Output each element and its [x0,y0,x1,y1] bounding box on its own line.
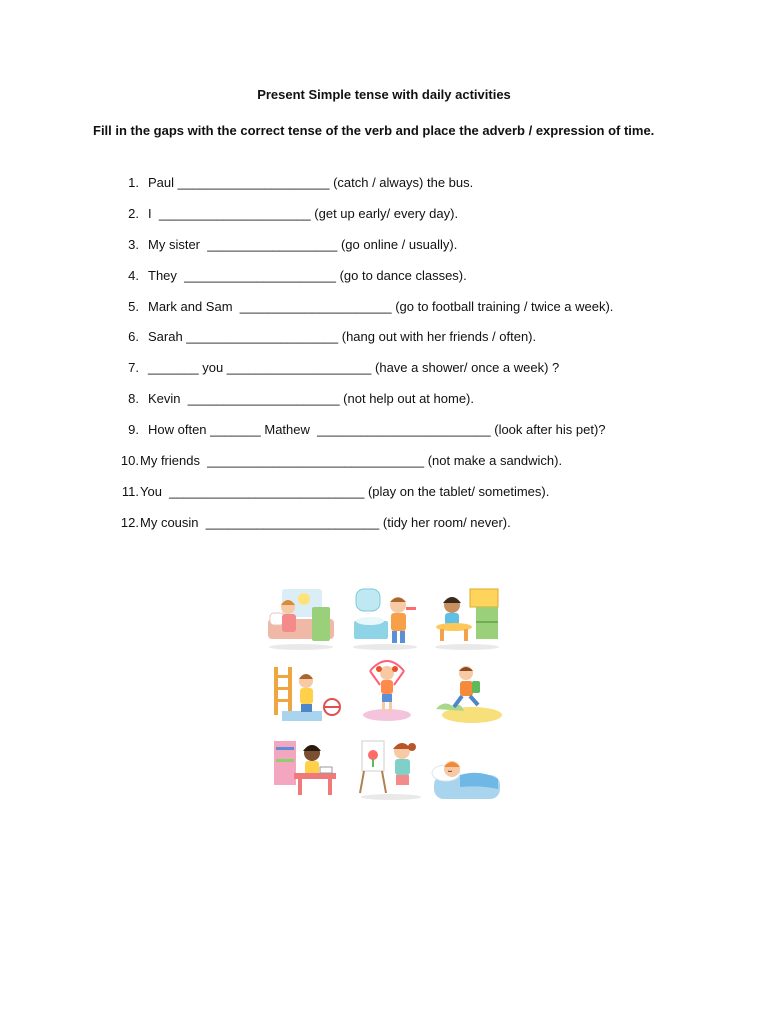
exercise-number: 2. [128,205,139,221]
exercise-number: 5. [128,298,139,314]
exercise-item [108,299,708,330]
kid-exercising-with-ball-illustration [270,663,344,729]
exercise-text: My sister __________________ (go online / usually). [148,236,458,252]
exercise-item [108,515,708,546]
exercise-item [108,329,708,360]
exercise-number: 8. [128,391,139,407]
kid-doing-homework-illustration [270,737,344,803]
boy-running-to-school-illustration [432,661,506,727]
girl-jumping-rope-illustration [350,657,424,723]
exercise-number: 4. [128,267,139,283]
exercise-number: 11. [121,483,139,499]
exercise-item [108,360,708,391]
exercise-text: My cousin ________________________ (tidy her room/ never). [140,514,511,530]
exercise-text: How often _______ Mathew ________________________ (look after his pet)? [148,422,606,438]
exercise-text: Kevin _____________________ (not help out at home). [148,391,474,407]
exercise-text: My friends ______________________________ (not make a sandwich). [140,453,563,469]
kid-sleeping-illustration [430,745,504,811]
kid-waking-up-in-bed-illustration [264,585,338,651]
exercise-text: I _____________________ (get up early/ every day). [148,205,459,221]
exercise-item [108,453,708,484]
exercise-item [108,391,708,422]
kid-brushing-teeth-illustration [348,585,422,651]
exercise-number: 9. [128,422,139,438]
exercise-text: They _____________________ (go to dance classes). [148,267,467,283]
exercise-text: Paul _____________________ (catch / always) the bus. [148,175,474,190]
exercise-text: You ___________________________ (play on the tablet/ sometimes). [140,483,550,499]
exercise-number: 7. [128,360,139,376]
exercise-list [108,175,708,546]
exercise-item [108,422,708,453]
exercise-number: 1. [128,175,139,190]
page-title: Present Simple tense with daily activities [257,87,511,102]
instructions: Fill in the gaps with the correct tense of the verb and place the adverb / expression of time. [93,123,655,138]
exercise-number: 3. [128,236,139,252]
exercise-number: 12. [120,514,139,530]
exercise-item [108,175,708,206]
girl-painting-illustration [354,735,428,801]
kid-eating-breakfast-illustration [430,585,504,651]
exercise-text: Sarah _____________________ (hang out with her friends / often). [148,329,537,345]
exercise-item [108,206,708,237]
exercise-item [108,484,708,515]
exercise-item [108,237,708,268]
exercise-text: Mark and Sam _____________________ (go to football training / twice a week). [148,298,614,314]
exercise-number: 10. [120,453,139,469]
exercise-text: _______ you ____________________ (have a shower/ once a week) ? [148,360,560,376]
exercise-item [108,268,708,299]
exercise-number: 6. [128,329,139,345]
daily-activities-illustrations [264,585,506,803]
